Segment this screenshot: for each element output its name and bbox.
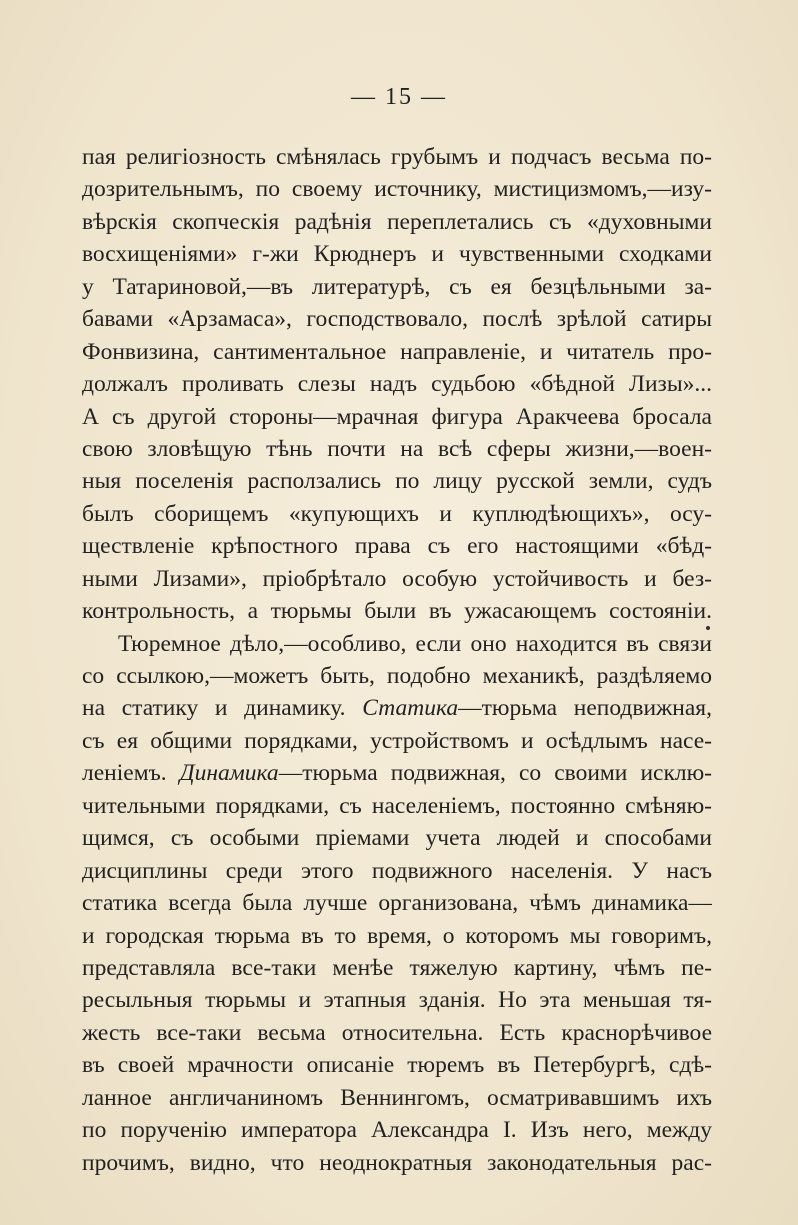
text-line: ланное англичаниномъ Веннингомъ, осматривавшимъ ихъ bbox=[82, 1084, 712, 1111]
text-line: чительными порядками, съ населеніемъ, постоянно смѣняю- bbox=[82, 792, 712, 819]
text-line: вѣрскія скопческія радѣнія переплетались съ «духовными bbox=[82, 208, 712, 235]
text-fragment: на статику и динамику. bbox=[82, 695, 346, 722]
text-line bbox=[82, 692, 712, 724]
text-line: статика всегда была лучше организована, чѣмъ динамика— bbox=[82, 890, 712, 917]
text-line: свою зловѣщую тѣнь почти на всѣ сферы жизни,—воен- bbox=[82, 435, 712, 462]
body-text bbox=[82, 141, 712, 1179]
text-line: и городская тюрьма въ то время, о которомъ мы говоримъ, bbox=[82, 922, 712, 949]
text-line: дисциплины среди этого подвижного населенія. У насъ bbox=[82, 857, 712, 884]
page-number: — 15 — bbox=[351, 84, 447, 110]
text-line: у Татариновой,—въ литературѣ, съ ея безцѣльными за- bbox=[82, 273, 712, 300]
text-line: по порученію императора Александра I. Изъ него, между bbox=[82, 1117, 712, 1144]
text-line: должалъ проливать слезы надъ судьбою «бѣдной Лизы»... bbox=[82, 371, 712, 398]
text-line: въ своей мрачности описаніе тюремъ въ Петербургѣ, сдѣ- bbox=[82, 1052, 712, 1079]
text-line bbox=[82, 757, 712, 789]
text-line: щимся, съ особыми пріемами учета людей и способами bbox=[82, 825, 712, 852]
text-line: восхищеніями» г-жи Крюднеръ и чувственными сходками bbox=[82, 241, 712, 268]
text-line: бавами «Арзамаса», господствовало, послѣ зрѣлой сатиры bbox=[82, 306, 712, 333]
text-line: ществленіе крѣпостного права съ его настоящими «бѣд- bbox=[82, 533, 712, 560]
text-line: дозрительнымъ, по своему источнику, мистицизмомъ,—изу- bbox=[82, 176, 712, 203]
ink-spot bbox=[706, 626, 710, 630]
text-line: ресыльныя тюрьмы и этапныя зданія. Но эта меньшая тя- bbox=[82, 987, 712, 1014]
text-fragment: леніемъ. bbox=[82, 760, 167, 787]
text-fragment: —тюрьма неподвижная, bbox=[458, 695, 712, 722]
paragraph-start-line: Тюремное дѣло,—особливо, если оно находится въ связи bbox=[118, 630, 712, 657]
text-line: ныя поселенія расползались по лицу русской земли, судъ bbox=[82, 468, 712, 495]
text-line: представляла все-таки менѣе тяжелую картину, чѣмъ пе- bbox=[82, 954, 712, 981]
text-line: А съ другой стороны—мрачная фигура Аракчеева бросала bbox=[82, 403, 712, 430]
italic-term-statika: Статика bbox=[362, 695, 459, 722]
text-line: прочимъ, видно, что неоднократныя законодательныя рас- bbox=[82, 1149, 712, 1176]
italic-term-dinamika: Динамика bbox=[179, 760, 279, 787]
text-fragment: —тюрьма подвижная, со своими исклю- bbox=[278, 760, 712, 787]
text-line: жесть все-таки весьма относительна. Есть краснорѣчивое bbox=[82, 1019, 712, 1046]
text-line: былъ сборищемъ «купующихъ и куплюдѣющихъ», осу- bbox=[82, 500, 712, 527]
text-line: Фонвизина, сантиментальное направленіе, и читатель про- bbox=[82, 338, 712, 365]
text-line: пая религіозность смѣнялась грубымъ и подчасъ весьма по- bbox=[82, 144, 712, 170]
text-line: со ссылкою,—можетъ быть, подобно механикѣ, раздѣляемо bbox=[82, 663, 712, 689]
text-line: контрольность, а тюрьмы были въ ужасающемъ состояніи. bbox=[82, 598, 712, 625]
text-line: съ ея общими порядками, устройствомъ и осѣдлымъ насе- bbox=[82, 727, 712, 754]
text-line: ными Лизами», пріобрѣтало особую устойчивость и без- bbox=[82, 565, 712, 592]
